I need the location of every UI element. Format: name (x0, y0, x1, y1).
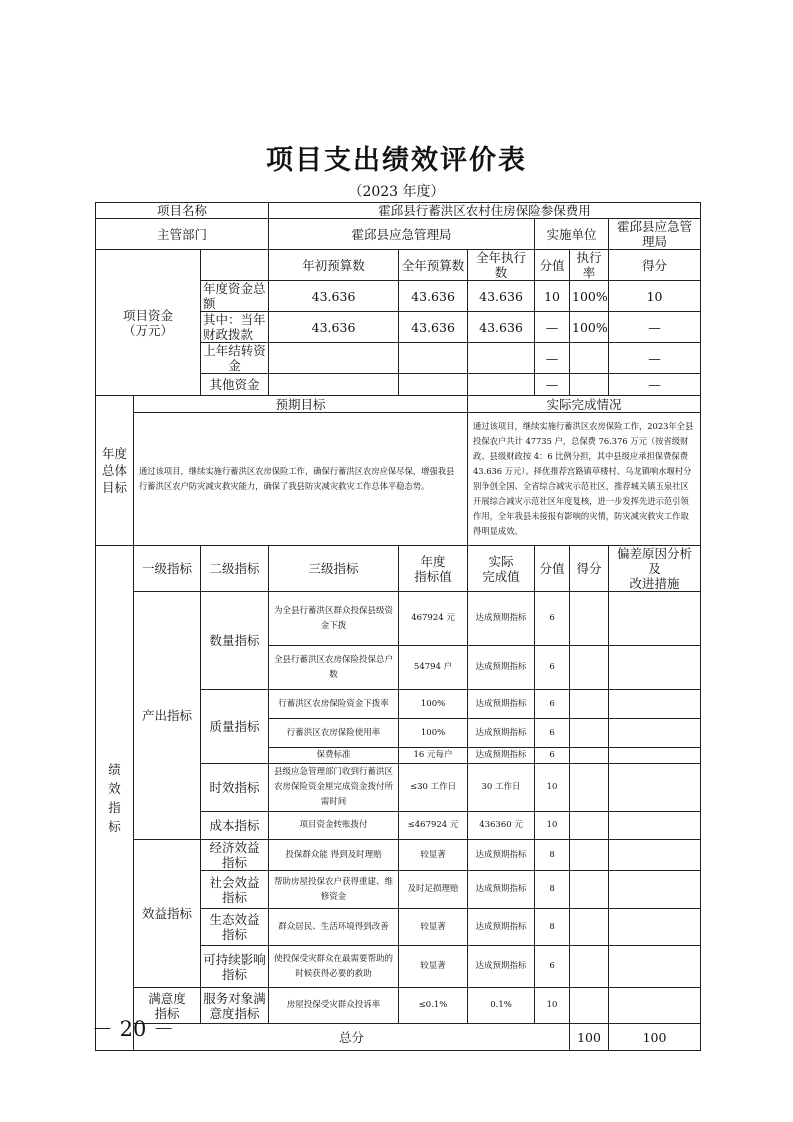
funds-cell: — (535, 343, 570, 374)
indicator-actual: 达成预期指标 (468, 871, 535, 909)
total-score: 100 (570, 1024, 609, 1051)
funds-label: 项目资金 （万元） (96, 250, 201, 396)
indicator-header-cell: 二级指标 (201, 546, 269, 592)
indicator-target: ≤30 工作日 (399, 764, 468, 812)
funds-header-cell: 全年执行数 (468, 250, 535, 281)
indicator-name: 帮助房屋投保农户获得重建、维修资金 (269, 871, 399, 909)
indicator-deviation (609, 764, 701, 812)
funds-cell: — (609, 374, 701, 396)
indicator-actual: 达成预期指标 (468, 840, 535, 871)
implementer-label: 实施单位 (535, 219, 609, 250)
funds-cell: 100% (570, 312, 609, 343)
funds-row-label: 其中：当年财政拨款 (201, 312, 269, 343)
indicator-deviation (609, 719, 701, 748)
indicator-name: 群众居民、生活环境得到改善 (269, 909, 399, 946)
indicator-target: 467924 元 (399, 592, 468, 646)
annual-goal-label: 年度 总体 目标 (96, 396, 134, 546)
indicator-header-cell: 得分 (570, 546, 609, 592)
funds-header-cell: 得分 (609, 250, 701, 281)
indicator-actual: 30 工作日 (468, 764, 535, 812)
implementer-value: 霍邱县应急管理局 (609, 219, 701, 250)
level2-quality: 质量指标 (201, 690, 269, 764)
indicator-name: 保费标准 (269, 748, 399, 764)
funds-header-cell: 年初预算数 (269, 250, 399, 281)
funds-cell (399, 343, 468, 374)
total-label: 总分 (134, 1024, 570, 1051)
indicator-name: 行蓄洪区农房保险资金下拨率 (269, 690, 399, 719)
indicator-got (570, 812, 609, 840)
indicator-target: 16 元每户 (399, 748, 468, 764)
funds-header-cell: 执行率 (570, 250, 609, 281)
funds-cell: 10 (535, 281, 570, 312)
funds-cell: 43.636 (269, 281, 399, 312)
funds-cell (570, 343, 609, 374)
level1-output: 产出指标 (134, 592, 201, 840)
funds-cell (399, 374, 468, 396)
indicator-got (570, 748, 609, 764)
funds-row-label: 年度资金总额 (201, 281, 269, 312)
indicator-deviation (609, 946, 701, 988)
indicator-name: 项目资金转账拨付 (269, 812, 399, 840)
indicator-name: 投保群众能 得到及时理赔 (269, 840, 399, 871)
level2-economic: 经济效益 指标 (201, 840, 269, 871)
indicator-score: 6 (535, 592, 570, 646)
funds-cell (468, 343, 535, 374)
indicator-actual: 达成预期指标 (468, 909, 535, 946)
indicator-deviation (609, 909, 701, 946)
indicator-score: 8 (535, 840, 570, 871)
department-value: 霍邱县应急管理局 (269, 219, 535, 250)
total-got: 100 (609, 1024, 701, 1051)
project-name-label: 项目名称 (96, 203, 269, 219)
indicator-target: 100% (399, 690, 468, 719)
indicator-header-cell: 偏差原因分析及 改进措施 (609, 546, 701, 592)
indicator-got (570, 592, 609, 646)
expected-goal-text: 通过该项目，继续实施行蓄洪区农房保险工作，确保行蓄洪区农房应保尽保，增强我县行蓄洪区农户防灾减灾救灾能力，确保了我县防灾减灾救灾工作总体平稳态势。 (134, 413, 468, 546)
indicator-header-cell: 一级指标 (134, 546, 201, 592)
expected-goal-header: 预期目标 (134, 396, 468, 413)
indicator-score: 10 (535, 988, 570, 1024)
indicator-header-cell: 年度 指标值 (399, 546, 468, 592)
indicator-got (570, 719, 609, 748)
indicator-name: 使投保受灾群众在最需要帮助的时候获得必要的救助 (269, 946, 399, 988)
indicator-actual: 达成预期指标 (468, 690, 535, 719)
page-number: － 20 － (92, 1017, 175, 1041)
actual-completion-header: 实际完成情况 (468, 396, 701, 413)
actual-completion-text: 通过该项目，继续实施行蓄洪区农房保险工作，2023年全县投保农户共计 47735 户，总保费 76.376 万元（按省级财政、县级财政按 4：6 比例分担，其中县级应承担保费保费 43.636 万元）。择优推荐宫路镇草楼村、乌龙镇响水堰村分别争创全国、全省综合减灾示范社区，推荐城关镇玉泉社区开展综合减灾示范社区年度复核，进一步发挥先进示范引领作用，全年我县未接报有影响的灾情，防灾减灾救灾工作取得明显成效。 (468, 413, 701, 546)
indicator-target: 及时足损理赔 (399, 871, 468, 909)
indicator-deviation (609, 646, 701, 690)
funds-cell (269, 374, 399, 396)
indicator-got (570, 646, 609, 690)
indicator-name: 全县行蓄洪区农房保险投保总户数 (269, 646, 399, 690)
funds-cell: 10 (609, 281, 701, 312)
indicator-got (570, 764, 609, 812)
indicator-score: 8 (535, 871, 570, 909)
funds-cell: 43.636 (399, 312, 468, 343)
indicator-score: 6 (535, 690, 570, 719)
performance-indicators-label: 绩 效 指 标 (96, 546, 134, 1051)
indicator-deviation (609, 690, 701, 719)
level2-quantity: 数量指标 (201, 592, 269, 690)
indicator-score: 8 (535, 909, 570, 946)
funds-cell (570, 374, 609, 396)
indicator-score: 6 (535, 946, 570, 988)
funds-row-label: 上年结转资金 (201, 343, 269, 374)
indicator-got (570, 871, 609, 909)
funds-cell: — (535, 374, 570, 396)
indicator-header-cell: 分值 (535, 546, 570, 592)
indicator-got (570, 909, 609, 946)
funds-cell (468, 374, 535, 396)
level2-cost: 成本指标 (201, 812, 269, 840)
indicator-actual: 达成预期指标 (468, 592, 535, 646)
indicator-target: 较显著 (399, 840, 468, 871)
indicator-target: ≤0.1% (399, 988, 468, 1024)
indicator-target: 54794 户 (399, 646, 468, 690)
indicator-got (570, 840, 609, 871)
indicator-deviation (609, 812, 701, 840)
funds-cell: 43.636 (468, 281, 535, 312)
funds-cell: 43.636 (269, 312, 399, 343)
report-year: （2023 年度） (348, 184, 445, 200)
indicator-score: 6 (535, 719, 570, 748)
funds-cell: — (609, 343, 701, 374)
page-title: 项目支出绩效评价表 (266, 145, 527, 176)
indicator-deviation (609, 592, 701, 646)
indicator-got (570, 946, 609, 988)
indicator-target: 较显著 (399, 946, 468, 988)
funds-cell: 100% (570, 281, 609, 312)
funds-header-cell: 分值 (535, 250, 570, 281)
department-label: 主管部门 (96, 219, 269, 250)
indicator-score: 6 (535, 646, 570, 690)
funds-cell: 43.636 (399, 281, 468, 312)
indicator-header-cell: 实际 完成值 (468, 546, 535, 592)
level2-timeliness: 时效指标 (201, 764, 269, 812)
level1-benefit: 效益指标 (134, 840, 201, 988)
funds-cell (269, 343, 399, 374)
indicator-deviation (609, 748, 701, 764)
indicator-target: 较显著 (399, 909, 468, 946)
level2-service: 服务对象满 意度指标 (201, 988, 269, 1024)
indicator-deviation (609, 988, 701, 1024)
indicator-name: 为全县行蓄洪区群众投保县级资金下拨 (269, 592, 399, 646)
level2-social: 社会效益 指标 (201, 871, 269, 909)
indicator-target: 100% (399, 719, 468, 748)
funds-cell: 43.636 (468, 312, 535, 343)
performance-table (95, 202, 701, 1051)
indicator-deviation (609, 871, 701, 909)
indicator-score: 10 (535, 764, 570, 812)
indicator-score: 10 (535, 812, 570, 840)
indicator-got (570, 690, 609, 719)
funds-row-label: 其他资金 (201, 374, 269, 396)
indicator-header-cell: 三级指标 (269, 546, 399, 592)
funds-header-blank (201, 250, 269, 281)
indicator-deviation (609, 840, 701, 871)
indicator-actual: 达成预期指标 (468, 719, 535, 748)
indicator-target: ≤467924 元 (399, 812, 468, 840)
level2-sustainable: 可持续影响 指标 (201, 946, 269, 988)
indicator-got (570, 988, 609, 1024)
indicator-actual: 达成预期指标 (468, 748, 535, 764)
indicator-name: 行蓄洪区农房保险使用率 (269, 719, 399, 748)
indicator-score: 6 (535, 748, 570, 764)
level2-ecological: 生态效益 指标 (201, 909, 269, 946)
indicator-name: 房屋投保受灾群众投诉率 (269, 988, 399, 1024)
funds-header-cell: 全年预算数 (399, 250, 468, 281)
indicator-actual: 0.1% (468, 988, 535, 1024)
level1-satisfaction: 满意度 指标 (134, 988, 201, 1024)
indicator-actual: 达成预期指标 (468, 946, 535, 988)
indicator-actual: 436360 元 (468, 812, 535, 840)
indicator-name: 县级应急管理部门收到行蓄洪区农房保险资金厘完成资金拨付所需时间 (269, 764, 399, 812)
indicator-actual: 达成预期指标 (468, 646, 535, 690)
project-name-value: 霍邱县行蓄洪区农村住房保险参保费用 (269, 203, 701, 219)
funds-cell: — (609, 312, 701, 343)
funds-cell: — (535, 312, 570, 343)
